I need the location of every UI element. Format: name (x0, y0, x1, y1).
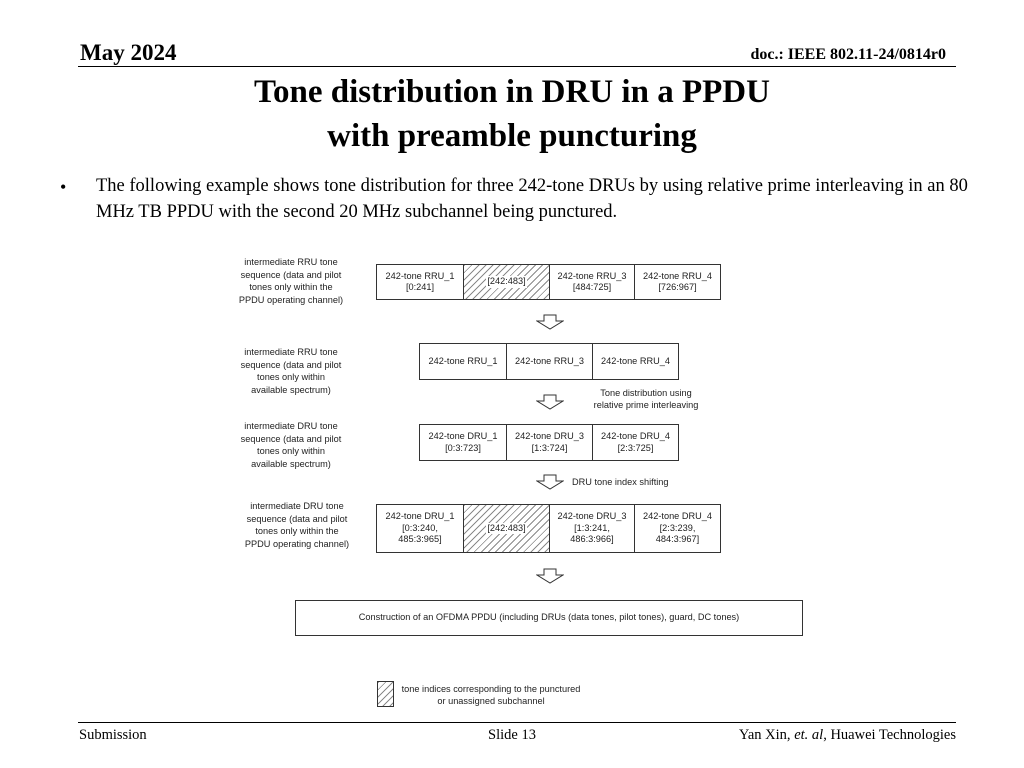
header-date: May 2024 (80, 40, 177, 65)
cell-line: 242-tone RRU_3 (515, 355, 584, 366)
cell-line: 485:3:965] (398, 534, 442, 545)
row3-cell-dru4 (592, 424, 679, 461)
slide-title-line-2: with preamble puncturing (327, 118, 697, 154)
row2-cell-rru4 (592, 343, 679, 380)
header-doc-id: doc.: IEEE 802.11-24/0814r0 (750, 46, 946, 63)
row1-label: intermediate RRU tone sequence (data and pilot tones only within the PPDU operating channel) (238, 257, 344, 305)
row3-cell-dru1 (419, 424, 507, 461)
cell-line: [726:967] (658, 282, 697, 292)
footer-slide-number: Slide 13 (488, 727, 536, 743)
cell-line: 242-tone DRU_4 (643, 511, 712, 522)
row1-cell-punctured (463, 264, 550, 300)
cell-line: 242-tone RRU_4 (601, 355, 670, 366)
cell-line: [242:483] (487, 276, 526, 287)
row3-cell-dru3 (506, 424, 593, 461)
cell-line: [0:241] (405, 282, 435, 292)
legend-hatch-swatch (377, 681, 394, 707)
cell-line: 242-tone DRU_3 (515, 431, 584, 441)
down-arrow-icon (536, 474, 564, 490)
row1-cell-rru1 (376, 264, 464, 300)
down-arrow-icon (536, 394, 564, 410)
legend-text: tone indices corresponding to the punctured or unassigned subchannel (401, 684, 581, 706)
row2-cell-rru3 (506, 343, 593, 380)
cell-line: [0:3:723] (445, 442, 481, 453)
arrow2-note: Tone distribution using relative prime interleaving (593, 388, 699, 410)
cell-line: [484:725] (572, 282, 612, 292)
footer-submission: Submission (79, 727, 147, 743)
cell-line: 242-tone RRU_4 (643, 270, 712, 281)
footer-author (739, 728, 956, 743)
footer-author-name: Yan Xin, (738, 727, 795, 743)
cell-line: [2:3:239, (659, 522, 696, 533)
cell-line: 242-tone DRU_1 (428, 431, 498, 441)
cell-line: 242-tone RRU_1 (385, 270, 455, 281)
row4-cell-dru1 (376, 504, 464, 553)
cell-line: [0:3:240, (402, 522, 438, 533)
row4-cell-dru4 (634, 504, 721, 553)
cell-line: [1:3:241, (574, 522, 610, 533)
cell-line: 484:3:967] (655, 534, 700, 545)
row1-cell-rru4 (634, 264, 721, 300)
header-rule (78, 66, 956, 67)
footer-rule (78, 722, 956, 723)
footer-author-org: , Huawei Technologies (823, 727, 956, 743)
row2-label: intermediate RRU tone sequence (data and pilot tones only within available spectrum) (240, 347, 342, 395)
cell-line: 242-tone DRU_4 (601, 431, 670, 441)
ofdma-ppdu-construction-box (295, 600, 803, 636)
down-arrow-icon (536, 568, 564, 584)
bullet-text: The following example shows tone distribution for three 242-tone DRUs by using relative prime interleaving in an 80 MHz TB PPDU with the second 20 MHz subchannel being punctured. (96, 176, 968, 222)
cell-line: [2:3:725] (617, 442, 654, 453)
row2-cell-rru1 (419, 343, 507, 380)
footer-author-etal: et. al (794, 727, 824, 743)
cell-line: 242-tone RRU_1 (428, 355, 498, 366)
bullet-marker: • (60, 177, 67, 197)
cell-line: Construction of an OFDMA PPDU (including DRUs (data tones, pilot tones), guard, DC tones) (358, 612, 740, 623)
cell-line: [1:3:724] (531, 442, 568, 453)
row4-cell-punctured (463, 504, 550, 553)
row4-cell-dru3 (549, 504, 635, 553)
row3-label: intermediate DRU tone sequence (data and pilot tones only within available spectrum) (240, 421, 342, 469)
down-arrow-icon (536, 314, 564, 330)
row4-label: intermediate DRU tone sequence (data and pilot tones only within the PPDU operating channel) (244, 501, 350, 549)
slide-title-line-1: Tone distribution in DRU in a PPDU (254, 74, 770, 110)
cell-line: 486:3:966] (570, 534, 614, 545)
cell-line: [242:483] (487, 522, 526, 533)
row1-cell-rru3 (549, 264, 635, 300)
cell-line: 242-tone DRU_3 (557, 511, 627, 522)
arrow3-note: DRU tone index shifting (572, 477, 669, 487)
cell-line: 242-tone DRU_1 (385, 511, 455, 522)
cell-line: 242-tone RRU_3 (557, 270, 627, 281)
